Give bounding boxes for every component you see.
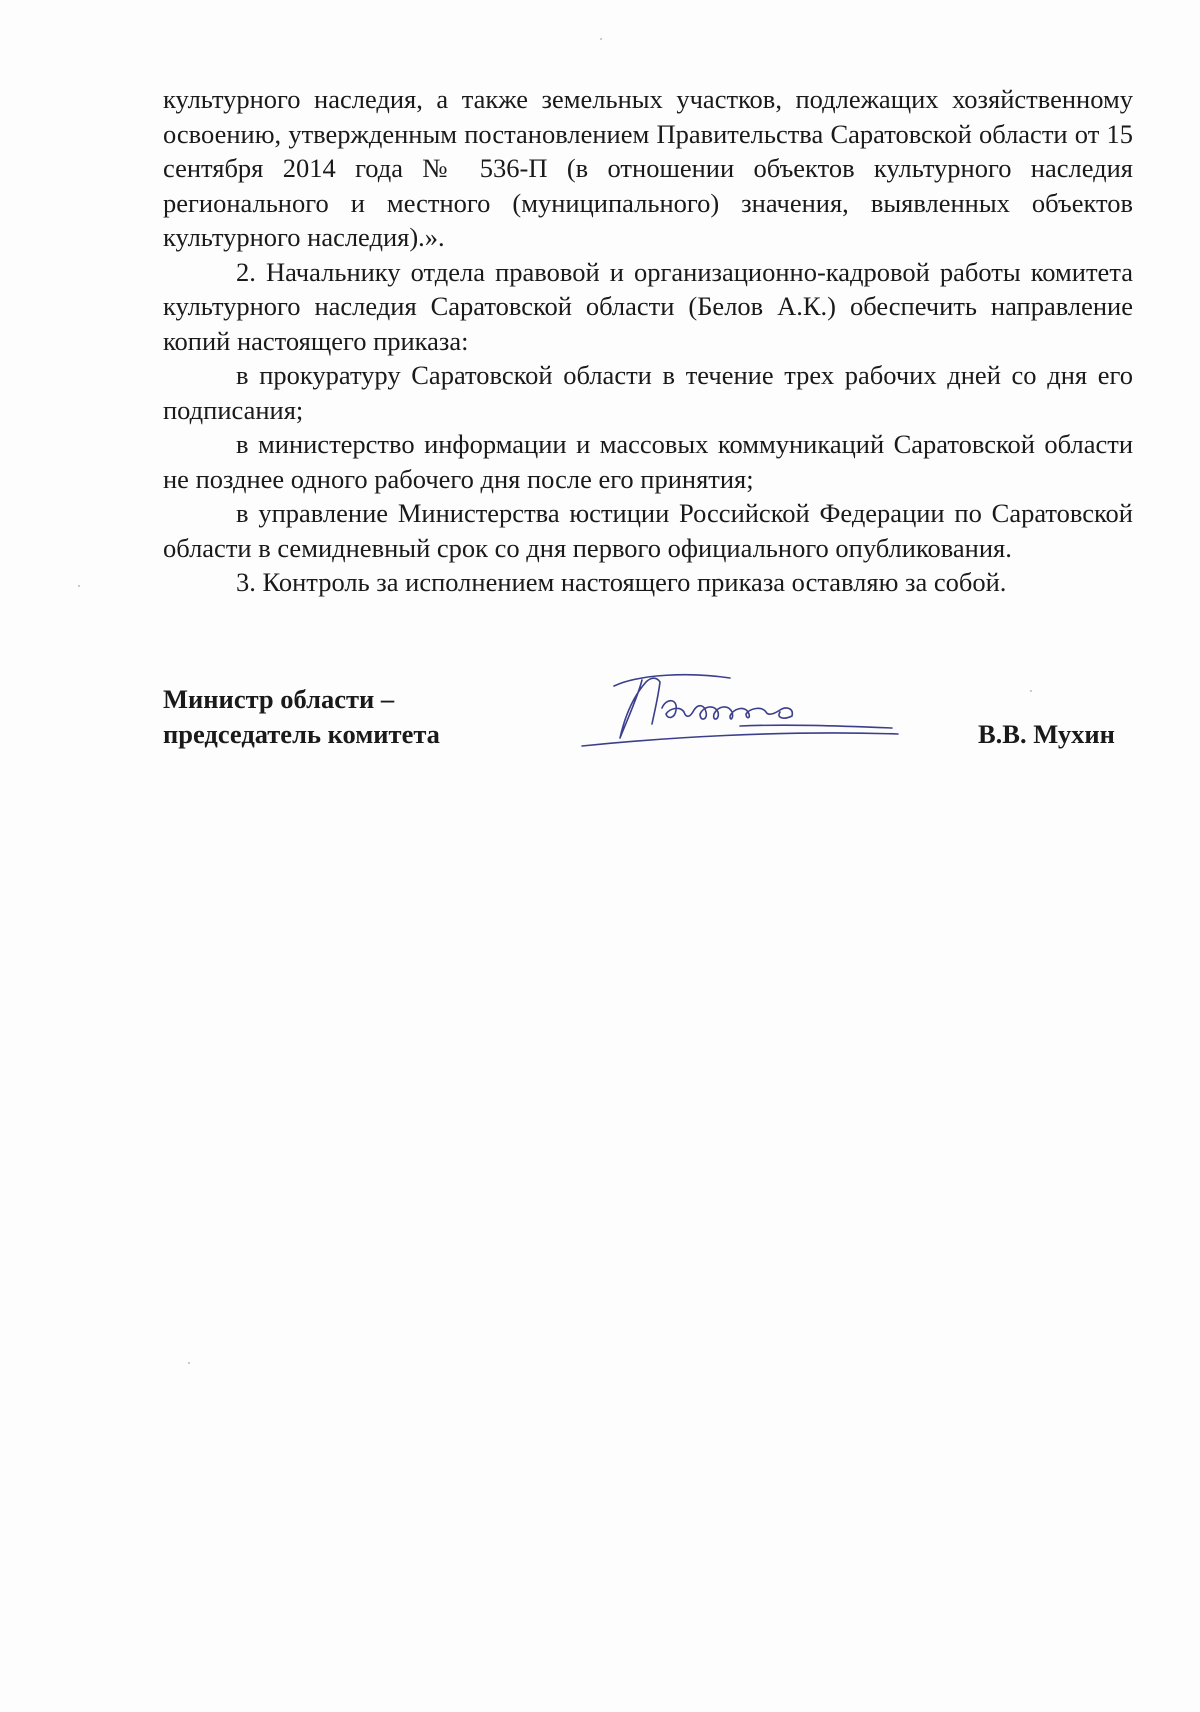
scan-speck — [78, 585, 80, 587]
paragraph-continuation: культурного наследия, а также земельных участков, подлежащих хозяйственному освоению, утвержденным постановлением Правительства Саратовской области от 15 сентября 2014 года № 536-П (в отношении объектов культурного наследия регионального и местного (муниципального) значения, выявленных объектов культурного наследия).». — [163, 84, 1133, 252]
paragraph-item-2: 2. Начальнику отдела правовой и организационно-кадровой работы комитета культурного наследия Саратовской области (Белов А.К.) обеспечить направление копий настоящего приказа: — [163, 256, 1133, 356]
scan-speck — [188, 1362, 190, 1364]
signer-position-line2: председатель комитета — [163, 719, 440, 749]
paragraph-item-3: 3. Контроль за исполнением настоящего приказа оставляю за собой. — [236, 567, 1007, 597]
signer-name: В.В. Мухин — [978, 719, 1115, 749]
signer-position — [163, 682, 440, 752]
signer-position-line1: Министр области – — [163, 684, 395, 714]
paragraph-prosecutor: в прокуратуру Саратовской области в течение трех рабочих дней со дня его подписания; — [163, 360, 1133, 425]
handwritten-signature — [580, 668, 910, 750]
scan-speck — [600, 38, 602, 40]
paragraph-ministry-justice: в управление Министерства юстиции Российской Федерации по Саратовской области в семидневный срок со дня первого официального опубликования. — [163, 498, 1133, 563]
scan-speck — [1030, 690, 1032, 692]
paragraph-ministry-information: в министерство информации и массовых коммуникаций Саратовской области не позднее одного рабочего дня после его принятия; — [163, 429, 1133, 494]
signature-block — [0, 0, 1200, 800]
